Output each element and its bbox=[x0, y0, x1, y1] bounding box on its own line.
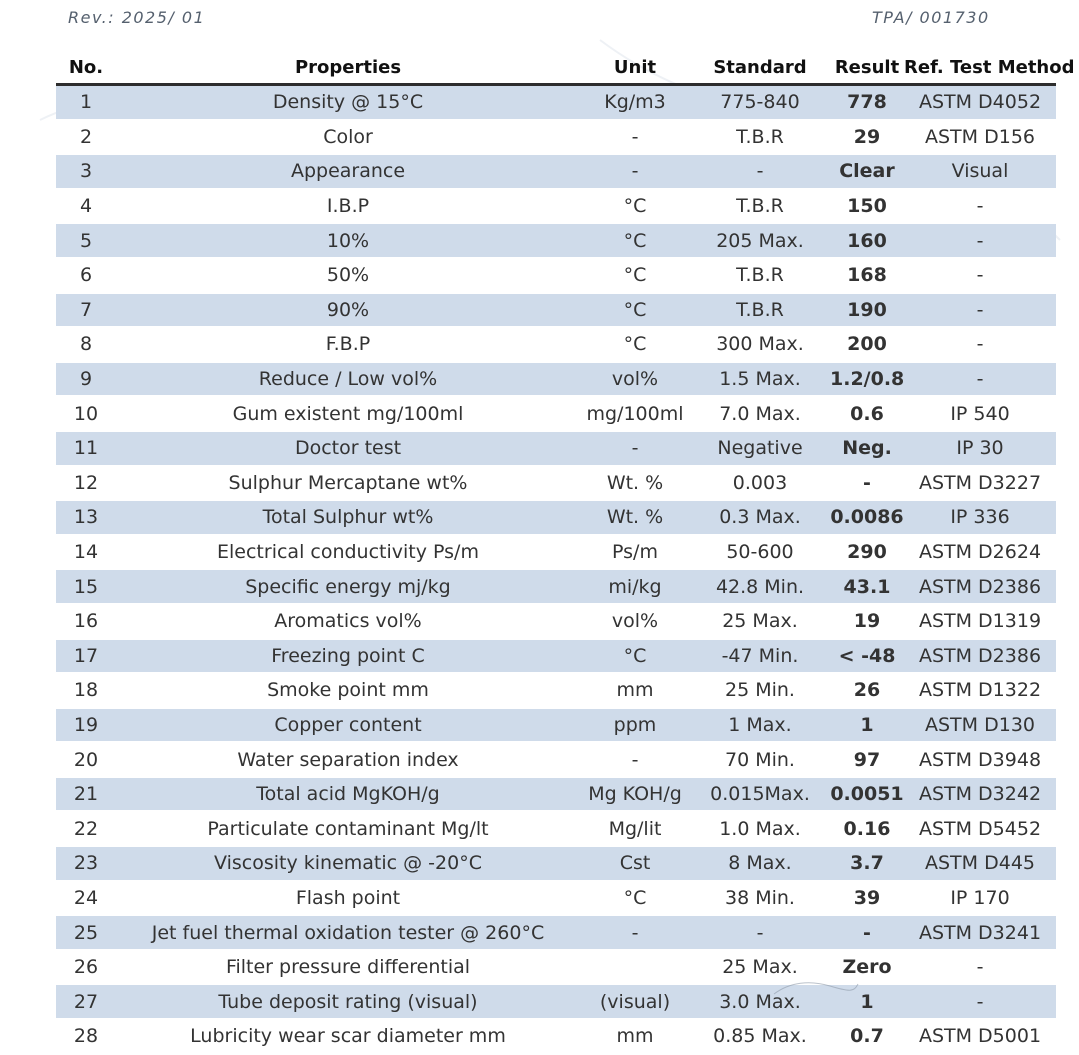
table-row bbox=[56, 120, 1056, 155]
cell-method: - bbox=[904, 258, 1056, 293]
cell-result: 0.6 bbox=[830, 396, 904, 431]
cell-no: 2 bbox=[56, 120, 116, 155]
cell-no: 22 bbox=[56, 811, 116, 846]
cell-method: - bbox=[904, 327, 1056, 362]
cell-property: Particulate contaminant Mg/lt bbox=[116, 811, 580, 846]
cell-unit: mg/100ml bbox=[580, 396, 690, 431]
cell-standard: - bbox=[690, 915, 830, 950]
column-header-properties: Properties bbox=[294, 56, 402, 78]
cell-method: - bbox=[904, 189, 1056, 224]
cell-method: - bbox=[904, 223, 1056, 258]
cell-method: ASTM D2386 bbox=[904, 569, 1056, 604]
cell-unit: Mg KOH/g bbox=[580, 777, 690, 812]
cell-property: 50% bbox=[116, 258, 580, 293]
cell-no: 21 bbox=[56, 777, 116, 812]
table-header-row bbox=[56, 51, 1056, 85]
table-row bbox=[56, 189, 1056, 224]
table-row bbox=[56, 466, 1056, 501]
cell-property: Density @ 15°C bbox=[116, 85, 580, 120]
cell-result: 778 bbox=[830, 85, 904, 120]
table-row bbox=[56, 708, 1056, 743]
cell-property: 10% bbox=[116, 223, 580, 258]
cell-property: I.B.P bbox=[116, 189, 580, 224]
cell-no: 20 bbox=[56, 742, 116, 777]
cell-result: 150 bbox=[830, 189, 904, 224]
table-row bbox=[56, 535, 1056, 570]
table-row bbox=[56, 777, 1056, 812]
cell-result: 1.2/0.8 bbox=[830, 362, 904, 397]
cell-unit: °C bbox=[580, 223, 690, 258]
cell-standard: - bbox=[690, 154, 830, 189]
cell-unit: Cst bbox=[580, 846, 690, 881]
cell-no: 4 bbox=[56, 189, 116, 224]
cell-property: Color bbox=[116, 120, 580, 155]
cell-property: Electrical conductivity Ps/m bbox=[116, 535, 580, 570]
cell-unit: vol% bbox=[580, 362, 690, 397]
cell-property: Lubricity wear scar diameter mm bbox=[116, 1019, 580, 1054]
cell-no: 25 bbox=[56, 915, 116, 950]
cell-unit: °C bbox=[580, 881, 690, 916]
column-header-no: No. bbox=[68, 56, 104, 78]
cell-standard: -47 Min. bbox=[690, 639, 830, 674]
cell-unit bbox=[580, 950, 690, 985]
cell-no: 28 bbox=[56, 1019, 116, 1054]
table-row bbox=[56, 154, 1056, 189]
cell-no: 12 bbox=[56, 466, 116, 501]
cell-unit: mm bbox=[580, 1019, 690, 1054]
cell-property: Water separation index bbox=[116, 742, 580, 777]
cell-result: 200 bbox=[830, 327, 904, 362]
cell-unit: °C bbox=[580, 327, 690, 362]
cell-result: Zero bbox=[830, 950, 904, 985]
cell-method: ASTM D3227 bbox=[904, 466, 1056, 501]
cell-standard: 1 Max. bbox=[690, 708, 830, 743]
table-row bbox=[56, 500, 1056, 535]
table-row bbox=[56, 1019, 1056, 1054]
cell-method: ASTM D2386 bbox=[904, 639, 1056, 674]
cell-standard: T.B.R bbox=[690, 258, 830, 293]
table-row bbox=[56, 604, 1056, 639]
cell-standard: 205 Max. bbox=[690, 223, 830, 258]
cell-unit: ppm bbox=[580, 708, 690, 743]
cell-method: IP 540 bbox=[904, 396, 1056, 431]
cell-standard: 25 Min. bbox=[690, 673, 830, 708]
revision-label: Rev.: 2025/ 01 bbox=[68, 8, 206, 27]
table-row bbox=[56, 396, 1056, 431]
cell-standard: 0.3 Max. bbox=[690, 500, 830, 535]
table-row bbox=[56, 742, 1056, 777]
cell-result: 1 bbox=[830, 984, 904, 1019]
cell-method: - bbox=[904, 950, 1056, 985]
cell-method: ASTM D445 bbox=[904, 846, 1056, 881]
cell-no: 13 bbox=[56, 500, 116, 535]
table-row bbox=[56, 569, 1056, 604]
cell-unit: - bbox=[580, 742, 690, 777]
cell-unit: - bbox=[580, 120, 690, 155]
cell-property: Freezing point C bbox=[116, 639, 580, 674]
cell-result: Clear bbox=[830, 154, 904, 189]
cell-unit: (visual) bbox=[580, 984, 690, 1019]
cell-method: IP 336 bbox=[904, 500, 1056, 535]
cell-property: Gum existent mg/100ml bbox=[116, 396, 580, 431]
cell-no: 6 bbox=[56, 258, 116, 293]
cell-standard: 1.0 Max. bbox=[690, 811, 830, 846]
cell-method: - bbox=[904, 293, 1056, 328]
cell-method: ASTM D3948 bbox=[904, 742, 1056, 777]
cell-standard: T.B.R bbox=[690, 120, 830, 155]
cell-property: Specific energy mj/kg bbox=[116, 569, 580, 604]
cell-no: 15 bbox=[56, 569, 116, 604]
cell-standard: 1.5 Max. bbox=[690, 362, 830, 397]
cell-standard: 25 Max. bbox=[690, 950, 830, 985]
cell-property: Doctor test bbox=[116, 431, 580, 466]
cell-unit: °C bbox=[580, 639, 690, 674]
cell-result: 39 bbox=[830, 881, 904, 916]
table-row bbox=[56, 673, 1056, 708]
cell-no: 8 bbox=[56, 327, 116, 362]
cell-method: - bbox=[904, 984, 1056, 1019]
cell-unit: °C bbox=[580, 258, 690, 293]
cell-method: ASTM D5001 bbox=[904, 1019, 1056, 1054]
cell-result: 97 bbox=[830, 742, 904, 777]
cell-method: ASTM D3241 bbox=[904, 915, 1056, 950]
cell-standard: 7.0 Max. bbox=[690, 396, 830, 431]
cell-property: Aromatics vol% bbox=[116, 604, 580, 639]
column-header-method: Ref. Test Method bbox=[904, 56, 1075, 78]
cell-standard: 42.8 Min. bbox=[690, 569, 830, 604]
table-row bbox=[56, 258, 1056, 293]
cell-standard: T.B.R bbox=[690, 293, 830, 328]
cell-property: Filter pressure differential bbox=[116, 950, 580, 985]
cell-unit: Wt. % bbox=[580, 500, 690, 535]
cell-property: Tube deposit rating (visual) bbox=[116, 984, 580, 1019]
cell-no: 16 bbox=[56, 604, 116, 639]
table-row bbox=[56, 915, 1056, 950]
cell-result: 190 bbox=[830, 293, 904, 328]
cell-unit: mm bbox=[580, 673, 690, 708]
table-body bbox=[56, 85, 1056, 1054]
cell-unit: Wt. % bbox=[580, 466, 690, 501]
cell-unit: vol% bbox=[580, 604, 690, 639]
cell-result: - bbox=[830, 466, 904, 501]
cell-unit: °C bbox=[580, 189, 690, 224]
cell-no: 18 bbox=[56, 673, 116, 708]
cell-result: 43.1 bbox=[830, 569, 904, 604]
table-row bbox=[56, 984, 1056, 1019]
cell-standard: 0.015Max. bbox=[690, 777, 830, 812]
cell-unit: Kg/m3 bbox=[580, 85, 690, 120]
cell-result: 160 bbox=[830, 223, 904, 258]
cell-result: 168 bbox=[830, 258, 904, 293]
cell-result: Neg. bbox=[830, 431, 904, 466]
cell-no: 24 bbox=[56, 881, 116, 916]
table-row bbox=[56, 811, 1056, 846]
cell-result: 290 bbox=[830, 535, 904, 570]
cell-method: - bbox=[904, 362, 1056, 397]
cell-standard: 8 Max. bbox=[690, 846, 830, 881]
cell-unit: Mg/lit bbox=[580, 811, 690, 846]
cell-no: 14 bbox=[56, 535, 116, 570]
cell-method: ASTM D1319 bbox=[904, 604, 1056, 639]
cell-property: Flash point bbox=[116, 881, 580, 916]
cell-standard: 300 Max. bbox=[690, 327, 830, 362]
table-row bbox=[56, 639, 1056, 674]
cell-no: 26 bbox=[56, 950, 116, 985]
cell-result: < -48 bbox=[830, 639, 904, 674]
cell-method: ASTM D1322 bbox=[904, 673, 1056, 708]
cell-property: Jet fuel thermal oxidation tester @ 260°C bbox=[116, 915, 580, 950]
cell-standard: 38 Min. bbox=[690, 881, 830, 916]
cell-property: Smoke point mm bbox=[116, 673, 580, 708]
cell-result: - bbox=[830, 915, 904, 950]
cell-property: Sulphur Mercaptane wt% bbox=[116, 466, 580, 501]
cell-property: Viscosity kinematic @ -20°C bbox=[116, 846, 580, 881]
cell-method: IP 30 bbox=[904, 431, 1056, 466]
cell-no: 10 bbox=[56, 396, 116, 431]
table-row bbox=[56, 846, 1056, 881]
cell-unit: - bbox=[580, 431, 690, 466]
cell-standard: 775-840 bbox=[690, 85, 830, 120]
cell-no: 27 bbox=[56, 984, 116, 1019]
cell-method: ASTM D2624 bbox=[904, 535, 1056, 570]
specification-table bbox=[56, 51, 1075, 1055]
cell-property: Reduce / Low vol% bbox=[116, 362, 580, 397]
cell-property: Copper content bbox=[116, 708, 580, 743]
reference-number: TPA/ 001730 bbox=[872, 8, 990, 27]
cell-unit: Ps/m bbox=[580, 535, 690, 570]
cell-unit: - bbox=[580, 154, 690, 189]
cell-property: Total Sulphur wt% bbox=[116, 500, 580, 535]
cell-standard: 0.85 Max. bbox=[690, 1019, 830, 1054]
table-row bbox=[56, 327, 1056, 362]
cell-standard: 70 Min. bbox=[690, 742, 830, 777]
cell-result: 1 bbox=[830, 708, 904, 743]
table-row bbox=[56, 881, 1056, 916]
cell-method: Visual bbox=[904, 154, 1056, 189]
cell-method: ASTM D4052 bbox=[904, 85, 1056, 120]
column-header-result: Result bbox=[834, 56, 900, 78]
cell-standard: 50-600 bbox=[690, 535, 830, 570]
cell-result: 19 bbox=[830, 604, 904, 639]
table-row bbox=[56, 223, 1056, 258]
cell-result: 0.0086 bbox=[830, 500, 904, 535]
cell-method: ASTM D3242 bbox=[904, 777, 1056, 812]
cell-method: ASTM D5452 bbox=[904, 811, 1056, 846]
cell-no: 11 bbox=[56, 431, 116, 466]
table-row bbox=[56, 431, 1056, 466]
column-header-standard: Standard bbox=[713, 56, 807, 78]
cell-result: 0.7 bbox=[830, 1019, 904, 1054]
table-row bbox=[56, 85, 1056, 120]
cell-standard: Negative bbox=[690, 431, 830, 466]
cell-no: 3 bbox=[56, 154, 116, 189]
cell-unit: °C bbox=[580, 293, 690, 328]
table-row bbox=[56, 950, 1056, 985]
cell-no: 9 bbox=[56, 362, 116, 397]
cell-result: 29 bbox=[830, 120, 904, 155]
cell-no: 5 bbox=[56, 223, 116, 258]
cell-unit: - bbox=[580, 915, 690, 950]
cell-standard: T.B.R bbox=[690, 189, 830, 224]
cell-result: 3.7 bbox=[830, 846, 904, 881]
cell-method: ASTM D130 bbox=[904, 708, 1056, 743]
cell-property: 90% bbox=[116, 293, 580, 328]
cell-standard: 3.0 Max. bbox=[690, 984, 830, 1019]
cell-property: Appearance bbox=[116, 154, 580, 189]
cell-result: 0.0051 bbox=[830, 777, 904, 812]
cell-result: 26 bbox=[830, 673, 904, 708]
cell-unit: mi/kg bbox=[580, 569, 690, 604]
cell-no: 23 bbox=[56, 846, 116, 881]
cell-property: Total acid MgKOH/g bbox=[116, 777, 580, 812]
cell-method: IP 170 bbox=[904, 881, 1056, 916]
table-row bbox=[56, 362, 1056, 397]
cell-method: ASTM D156 bbox=[904, 120, 1056, 155]
cell-standard: 25 Max. bbox=[690, 604, 830, 639]
cell-result: 0.16 bbox=[830, 811, 904, 846]
cell-no: 7 bbox=[56, 293, 116, 328]
cell-no: 19 bbox=[56, 708, 116, 743]
table-row bbox=[56, 293, 1056, 328]
cell-no: 1 bbox=[56, 85, 116, 120]
column-header-unit: Unit bbox=[613, 56, 657, 78]
cell-no: 17 bbox=[56, 639, 116, 674]
cell-standard: 0.003 bbox=[690, 466, 830, 501]
cell-property: F.B.P bbox=[116, 327, 580, 362]
